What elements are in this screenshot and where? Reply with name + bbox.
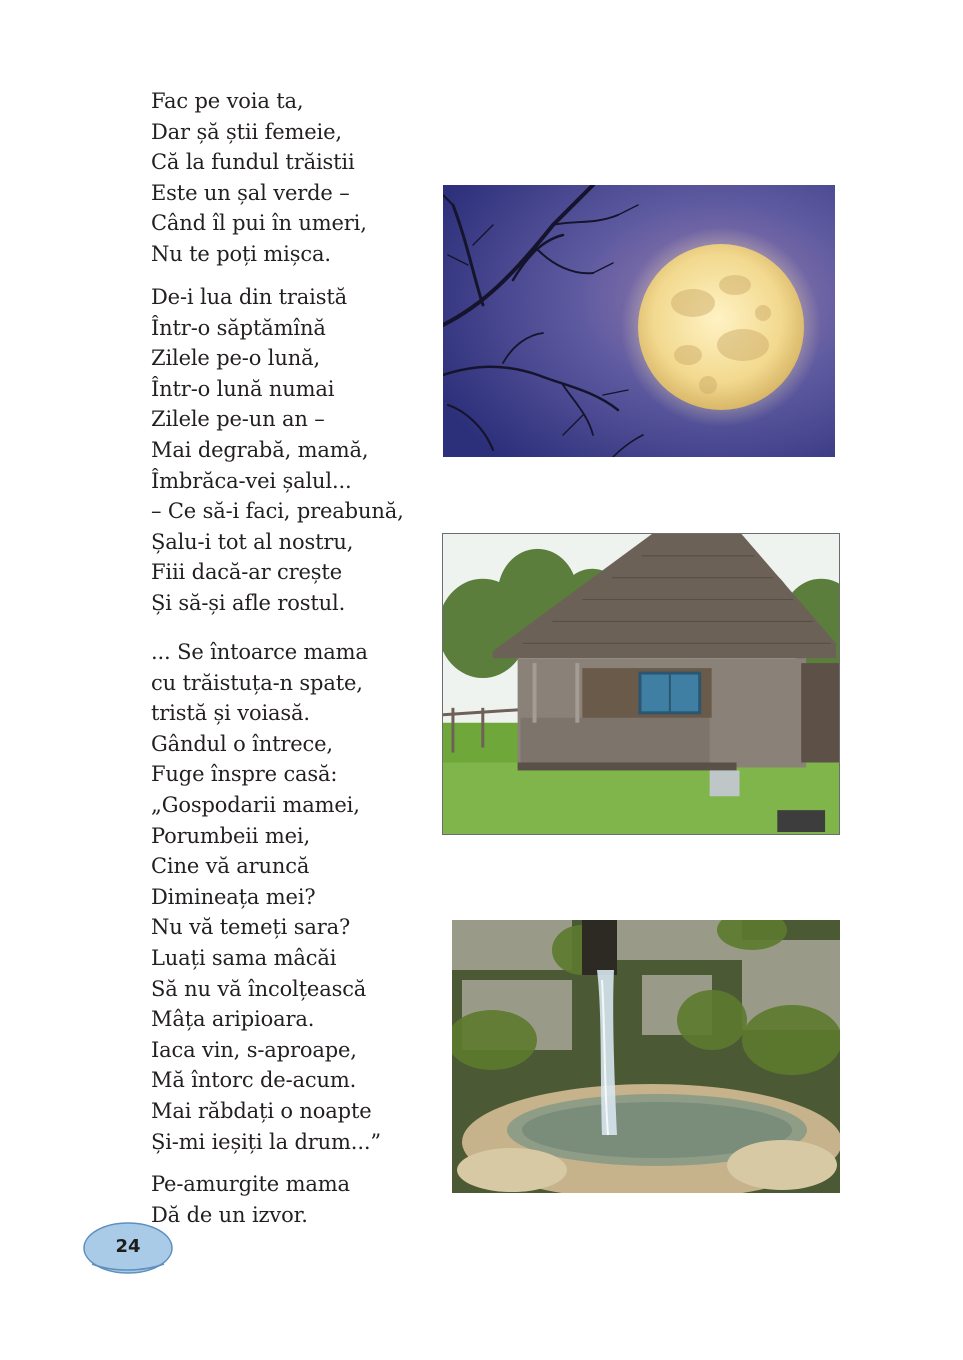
house-photo (442, 533, 840, 835)
poem-line: Într-o lună numai (151, 376, 335, 401)
spring-photo (452, 920, 840, 1193)
poem-line: Mai degrabă, mamă, (151, 437, 369, 462)
stanza-4 (151, 1169, 350, 1230)
poem-line: – Ce să-i faci, preabună, (151, 499, 404, 524)
poem-line: Pe-amurgite mama (151, 1172, 350, 1196)
poem-line: Și să-și afle rostul. (151, 590, 346, 615)
poem-line: Cine vă aruncă (151, 854, 310, 879)
poem-line: Luați sama mâcăi (151, 945, 337, 970)
poem-line: Nu vă temeți sara? (151, 915, 351, 940)
poem-line: Zilele pe-o lună, (151, 346, 320, 371)
poem-line: Să nu vă încolțească (151, 976, 367, 1001)
page-number: 24 (115, 1236, 141, 1257)
poem-line: Zilele pe-un an – (151, 407, 325, 432)
poem-line: Mai răbdați o noapte (151, 1098, 372, 1123)
poem-line: Când îl pui în umeri, (151, 211, 367, 236)
poem-line: Fiii dacă-ar crește (151, 560, 342, 585)
poem-line: Îmbrăca-vei șalul... (151, 468, 352, 493)
poem-line: Într-o săptămînă (151, 315, 326, 340)
poem-line: Mă întorc de-acum. (151, 1068, 357, 1093)
poem-line: De-i lua din traistă (151, 285, 347, 309)
poem-line: Mâța aripioara. (151, 1007, 315, 1032)
poem-line: Că la fundul trăistii (151, 150, 355, 175)
poem-line: Dar șă știi femeie, (151, 119, 342, 144)
poem-line: Porumbeii mei, (151, 823, 311, 848)
poem-line: Fac pe voia ta, (151, 89, 304, 113)
poem-line: Șalu-i tot al nostru, (151, 529, 354, 554)
poem-line: Fuge înspre casă: (151, 762, 338, 787)
poem-line: tristă și voiasă. (151, 701, 310, 726)
moon-photo (443, 185, 835, 457)
poem-line: Dimineața mei? (151, 884, 316, 909)
stanza-1 (151, 86, 367, 270)
poem-line: cu trăistuța-n spate, (151, 670, 363, 695)
poem-line: Și-mi ieșiți la drum...” (151, 1129, 381, 1154)
poem-line: „Gospodarii mamei, (151, 792, 360, 817)
poem-line: Gândul o întrece, (151, 731, 333, 756)
poem-line: ... Se întoarce mama (151, 640, 368, 664)
poem-line: Nu te poți mișca. (151, 241, 331, 266)
poem-line: Iaca vin, s-aproape, (151, 1037, 357, 1062)
poem-line: Dă de un izvor. (151, 1202, 308, 1227)
page-number-badge (82, 1222, 174, 1276)
stanza-3 (151, 637, 381, 1157)
stanza-2 (151, 282, 404, 619)
poem-line: Este un șal verde – (151, 180, 350, 205)
